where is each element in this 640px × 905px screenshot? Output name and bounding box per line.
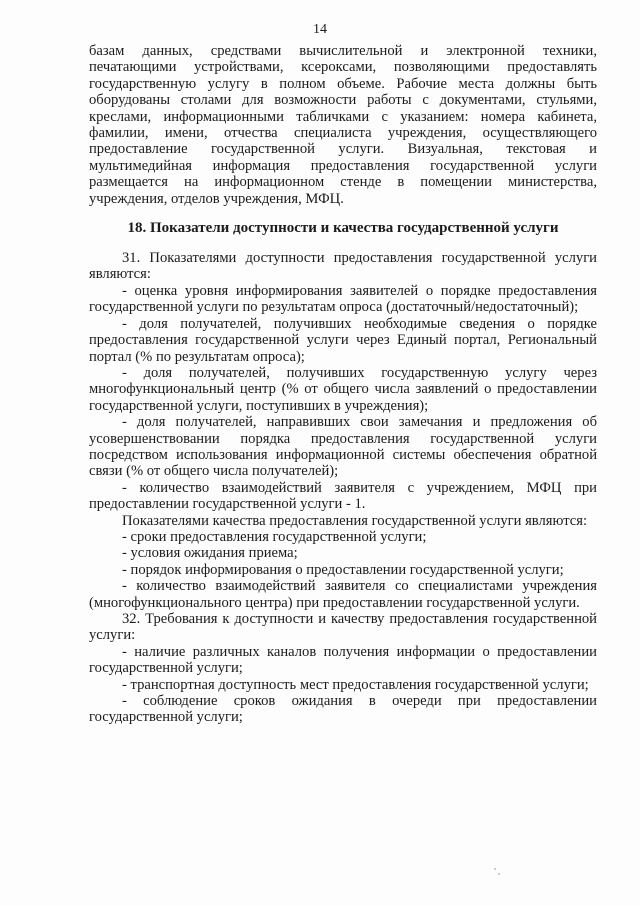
paragraph-31-intro: 31. Показателями доступности предоставления государственной услуги являются:: [89, 250, 597, 283]
list-item-informing-procedure: - порядок информирования о предоставлении государственной услуги;: [122, 561, 564, 578]
list-item-mfc-share: - доля получателей, получивших государственную услугу через многофункциональный центр (% от общего числа заявлений о предоставлении государственной услуги, поступивших в учреждения);: [89, 364, 597, 414]
list-item-info-channels: - наличие различных каналов получения информации о предоставлении государственной услуги;: [89, 643, 597, 677]
scan-speck: [498, 873, 500, 875]
list-item-portal-share: - доля получателей, получивших необходимые сведения о порядке предоставления государственной услуги через Единый портал, Региональный портал (% по результатам опроса);: [89, 315, 597, 365]
page-number: 14: [313, 22, 327, 37]
list-item-waiting-conditions: - условия ожидания приема;: [122, 545, 298, 562]
scan-speck: [494, 868, 496, 870]
section-heading: 18. Показатели доступности и качества государственной услуги: [127, 220, 559, 237]
list-item-interaction-count: - количество взаимодействий заявителя с учреждением, МФЦ при предоставлении государственной услуги - 1.: [89, 479, 597, 513]
list-item-specialist-interactions: - количество взаимодействий заявителя со специалистами учреждения (многофункционального центра) при предоставлении государственной услуги.: [89, 578, 597, 611]
document-body: [89, 43, 597, 726]
intro-paragraph: базам данных, средствами вычислительной и электронной техники, печатающими устройствами, ксероксами, позволяющими предоставлять государственную услугу в полном объеме. Рабочие места должны быть оборудованы столами для возможности работы с документами, стульями, креслами, информационными табличками с указанием: номера кабинета, фамилии, имени, отчества специалиста учреждения, осуществляющего предоставление государственной услуги. Визуальная, текстовая и мультимедийная информация предоставления государственной услуги размещается на информационном стенде в помещении министерства, учреждения, отделов учреждения, МФЦ.: [89, 43, 597, 207]
list-item-transport-access: - транспортная доступность мест предоставления государственной услуги;: [122, 676, 589, 693]
paragraph-32-intro: 32. Требования к доступности и качеству предоставления государственной услуги:: [89, 611, 597, 644]
list-item-service-terms: - сроки предоставления государственной услуги;: [122, 528, 427, 545]
quality-indicators-intro: Показателями качества предоставления государственной услуги являются:: [122, 512, 588, 529]
list-item-feedback-share: - доля получателей, направивших свои замечания и предложения об усовершенствовании порядка предоставления государственной услуги посредством использования информационной системы обеспечения обратной связи (% от общего числа получателей);: [89, 414, 597, 480]
list-item-queue-deadlines: - соблюдение сроков ожидания в очереди при предоставлении государственной услуги;: [89, 693, 597, 726]
list-item-informing-level: - оценка уровня информирования заявителей о порядке предоставления государственной услуги по результатам опроса (достаточный/недостаточный);: [89, 282, 597, 316]
